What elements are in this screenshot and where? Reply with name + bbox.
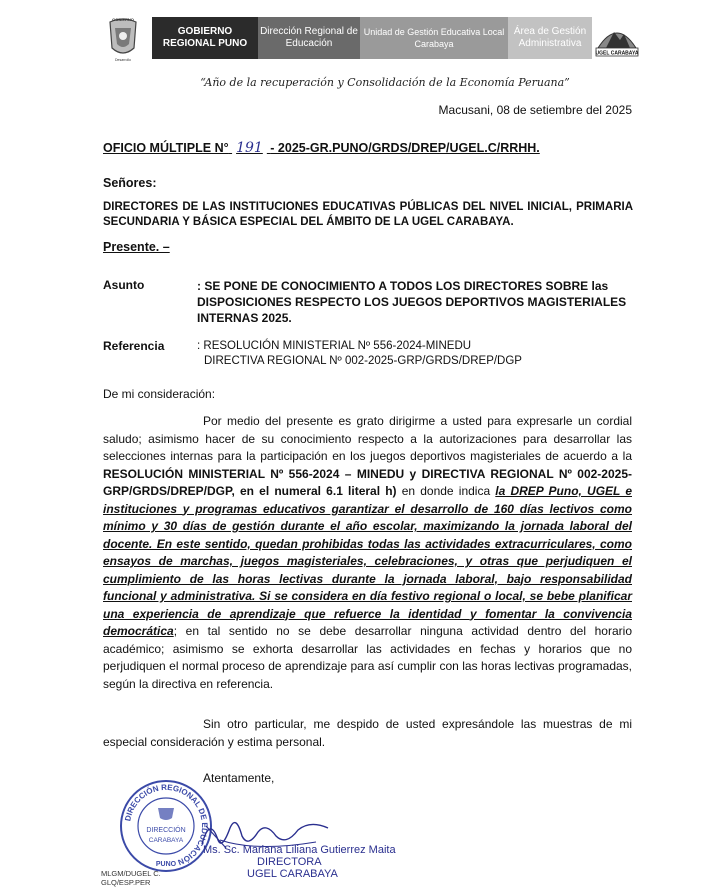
document-date: Macusani, 08 de setiembre del 2025 bbox=[438, 103, 632, 117]
oficio-suffix: - 2025-GR.PUNO/GRDS/DREP/UGEL.C/RRHH. bbox=[270, 141, 540, 155]
closing-paragraph bbox=[103, 716, 632, 751]
signer-title: DIRECTORA bbox=[257, 856, 322, 868]
body-intro: Por medio del presente es grato dirigirme a usted para expresarle un cordial saludo; asimismo hacer de su conocimiento respecto a la autorizaciones para desarrollar las selecciones internas para la participación en los juegos deportivos magisteriales de acuerdo a la bbox=[103, 414, 632, 463]
body-paragraph bbox=[103, 413, 632, 693]
oficio-prefix: OFICIO MÚLTIPLE N° bbox=[103, 141, 229, 155]
atentamente: Atentamente, bbox=[203, 771, 275, 785]
referencia-label: Referencia bbox=[103, 339, 165, 353]
stamp-bottom: PUNO bbox=[155, 861, 177, 868]
oficio-handwritten-number: 191 bbox=[236, 140, 263, 156]
year-motto: “Año de la recuperación y Consolidación de la Economía Peruana” bbox=[200, 76, 570, 89]
presente: Presente. – bbox=[103, 240, 170, 254]
stamp-ring-text: DIRECCIÓN REGIONAL DE EDUCACIÓN bbox=[123, 782, 210, 867]
recipients: DIRECTORES DE LAS INSTITUCIONES EDUCATIVAS PÚBLICAS DEL NIVEL INICIAL, PRIMARIA SECUNDARIA Y BÁSICA ESPECIAL DEL ÁMBITO DE LA UGEL CARABAYA. bbox=[103, 201, 633, 228]
consideracion: De mi consideración: bbox=[103, 387, 216, 401]
banner-segment-area: Área de Gestión Administrativa bbox=[508, 17, 592, 59]
initials-line-2: GLQ/ESP.PER bbox=[101, 878, 151, 887]
initials-line-1: MLGM/DUGEL C. bbox=[101, 869, 161, 878]
banner-segment-gobierno: GOBIERNO REGIONAL PUNO bbox=[152, 17, 258, 59]
body-directive-quote: la DREP Puno, UGEL e instituciones y programas educativos garantizar el desarrollo de 160 días lectivos como mínimo y 30 días de gestión durante el año escolar, maximizando la jornada laboral del docente. En este sentido, quedan prohibidas todas las actividades extracurriculares, como ensayos de marchas, juegos magisteriales, celebraciones, y otras que perjudiquen el cumplimiento de las horas lectivas durante la jornada laboral, bajo responsabilidad funcional y administrativa. Si se considera en día festivo regional o local, se bebe planificar una experiencia de aprendizaje que refuerce la identidad y fomentar la convivencia democrática bbox=[103, 484, 632, 638]
signer-org: UGEL CARABAYA bbox=[247, 868, 338, 880]
stamp-center-2: CARABAYA bbox=[148, 837, 184, 844]
signature-block bbox=[203, 844, 396, 880]
header-banner bbox=[152, 17, 592, 59]
reference-initials bbox=[101, 869, 161, 887]
body-legal-reference: RESOLUCIÓN MINISTERIAL Nº 556-2024 – MINEDU y DIRECTIVA REGIONAL Nº 002-2025-GRP/GRDS/DREP/DGP, en el numeral 6.1 literal h) bbox=[103, 466, 632, 498]
asunto-label: Asunto bbox=[103, 278, 145, 292]
gobierno-regional-logo bbox=[96, 14, 150, 64]
stamp-center-1: DIRECCIÓN bbox=[146, 827, 186, 834]
ugel-carabaya-logo bbox=[592, 14, 642, 64]
asunto-text: : SE PONE DE CONOCIMIENTO A TODOS LOS DIRECTORES SOBRE las DISPOSICIONES RESPECTO LOS JUEGOS DEPORTIVOS MAGISTERIALES INTERNAS 2025. bbox=[197, 279, 627, 325]
referencia-line-2: DIRECTIVA REGIONAL Nº 002-2025-GRP/GRDS/DREP/DGP bbox=[204, 355, 522, 367]
ugel-logo-text: UGEL CARABAYA bbox=[595, 50, 639, 57]
salutation: Señores: bbox=[103, 176, 157, 190]
body-conclusion: ; en tal sentido no se debe desarrollar ninguna actividad dentro del horario académico; asimismo se exhorta desarrollar las actividades en fechas y horarios que no perjudiquen el normal proceso de aprendizaje para así cumplir con las horas lectivas programadas, según la directiva en referencia. bbox=[103, 624, 632, 691]
referencia-line-1: : RESOLUCIÓN MINISTERIAL Nº 556-2024-MINEDU bbox=[197, 340, 472, 352]
banner-segment-ugel: Unidad de Gestión Educativa Local Carabaya bbox=[360, 17, 508, 59]
svg-text:Desarrollo: Desarrollo bbox=[115, 58, 131, 62]
svg-text:GOBIERNO: GOBIERNO bbox=[112, 17, 134, 22]
oficio-number bbox=[103, 140, 540, 156]
referencia-text bbox=[197, 339, 633, 369]
body-connector: en donde indica bbox=[396, 484, 496, 498]
banner-segment-direccion: Dirección Regional de Educación bbox=[258, 17, 360, 59]
closing-text: Sin otro particular, me despido de usted expresándole las muestras de mi especial consideración y estima personal. bbox=[103, 717, 632, 749]
signer-name: Ms. Sc. Mariana Liliana Gutierrez Maita bbox=[203, 844, 396, 856]
